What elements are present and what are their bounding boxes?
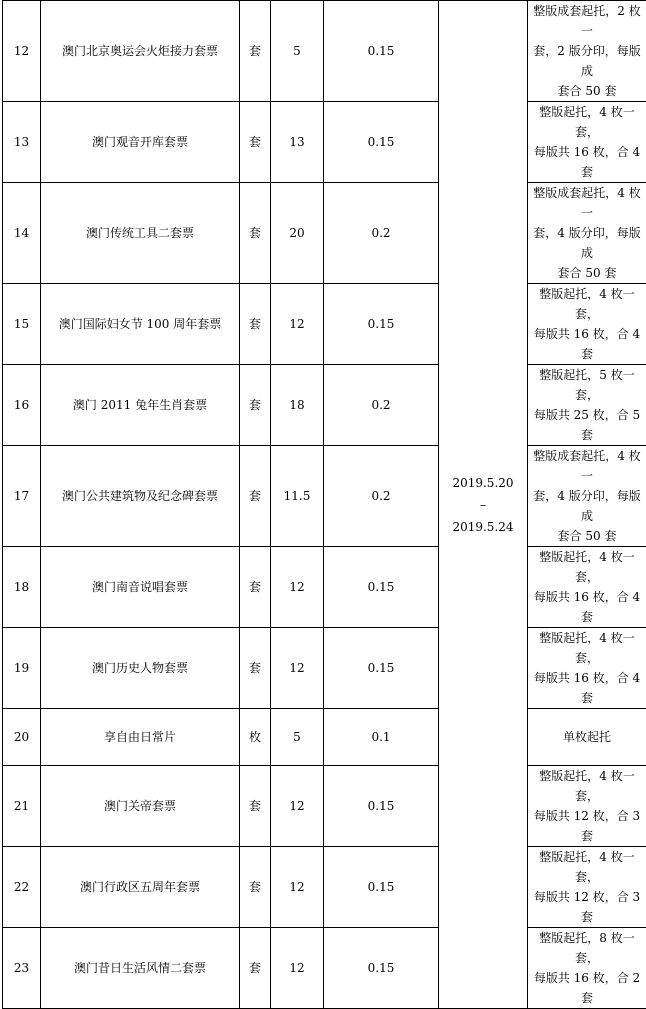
unit: 套 bbox=[240, 847, 271, 928]
price: 20 bbox=[271, 183, 324, 284]
price: 18 bbox=[271, 365, 324, 446]
note-line: 每版共 16 枚，合 4 套 bbox=[528, 142, 646, 182]
note-line: 整版起托，4 枚一套， bbox=[528, 102, 646, 142]
unit: 套 bbox=[240, 446, 271, 547]
fee: 0.15 bbox=[324, 928, 439, 1009]
unit: 枚 bbox=[240, 709, 271, 766]
note-line: 套，4 版分印，每版成 bbox=[528, 486, 646, 526]
unit: 套 bbox=[240, 365, 271, 446]
note-line: 每版共 12 枚，合 3 套 bbox=[528, 806, 646, 846]
stamp-name: 澳门 2011 兔年生肖套票 bbox=[41, 365, 240, 446]
price: 12 bbox=[271, 628, 324, 709]
note-line: 整版起托，4 枚一套， bbox=[528, 284, 646, 324]
note-line: 每版共 25 枚，合 5 套 bbox=[528, 405, 646, 445]
date-range bbox=[439, 1, 528, 1009]
fee: 0.1 bbox=[324, 709, 439, 766]
note bbox=[528, 628, 646, 709]
note-line: 每版共 16 枚，合 2 套 bbox=[528, 968, 646, 1008]
table-row bbox=[3, 847, 646, 928]
unit: 套 bbox=[240, 766, 271, 847]
date-range-dash: – bbox=[439, 494, 527, 516]
note-line: 每版共 16 枚，合 4 套 bbox=[528, 587, 646, 627]
unit: 套 bbox=[240, 183, 271, 284]
stamp-name: 享自由日常片 bbox=[41, 709, 240, 766]
row-number: 21 bbox=[3, 766, 41, 847]
price: 12 bbox=[271, 766, 324, 847]
row-number: 17 bbox=[3, 446, 41, 547]
unit: 套 bbox=[240, 928, 271, 1009]
table-row bbox=[3, 183, 646, 284]
stamp-name: 澳门南音说唱套票 bbox=[41, 547, 240, 628]
unit: 套 bbox=[240, 547, 271, 628]
row-number: 13 bbox=[3, 102, 41, 183]
price: 12 bbox=[271, 284, 324, 365]
stamp-name: 澳门国际妇女节 100 周年套票 bbox=[41, 284, 240, 365]
note bbox=[528, 183, 646, 284]
note bbox=[528, 1, 646, 102]
table-row bbox=[3, 1, 646, 102]
price: 12 bbox=[271, 928, 324, 1009]
table-row bbox=[3, 766, 646, 847]
stamp-name: 澳门观音开库套票 bbox=[41, 102, 240, 183]
unit: 套 bbox=[240, 102, 271, 183]
table-row bbox=[3, 365, 646, 446]
unit: 套 bbox=[240, 284, 271, 365]
date-range-start: 2019.5.20 bbox=[439, 472, 527, 494]
row-number: 20 bbox=[3, 709, 41, 766]
note bbox=[528, 284, 646, 365]
note-line: 套，2 版分印，每版成 bbox=[528, 41, 646, 81]
note-line: 整版起托，4 枚一套， bbox=[528, 547, 646, 587]
note bbox=[528, 928, 646, 1009]
stamp-name: 澳门公共建筑物及纪念碑套票 bbox=[41, 446, 240, 547]
table-row bbox=[3, 446, 646, 547]
stamp-listing-table bbox=[2, 0, 646, 1009]
note-line: 每版共 16 枚，合 4 套 bbox=[528, 324, 646, 364]
fee: 0.15 bbox=[324, 1, 439, 102]
date-range-end: 2019.5.24 bbox=[439, 516, 527, 538]
note-line: 套，4 版分印，每版成 bbox=[528, 223, 646, 263]
price: 5 bbox=[271, 1, 324, 102]
stamp-name: 澳门传统工具二套票 bbox=[41, 183, 240, 284]
row-number: 16 bbox=[3, 365, 41, 446]
note bbox=[528, 709, 646, 766]
table-row bbox=[3, 709, 646, 766]
note-line: 整版起托，4 枚一套， bbox=[528, 628, 646, 668]
note bbox=[528, 847, 646, 928]
row-number: 18 bbox=[3, 547, 41, 628]
row-number: 22 bbox=[3, 847, 41, 928]
stamp-name: 澳门行政区五周年套票 bbox=[41, 847, 240, 928]
note-line: 套合 50 套 bbox=[528, 81, 646, 101]
table-body bbox=[3, 1, 646, 1009]
stamp-name: 澳门关帝套票 bbox=[41, 766, 240, 847]
unit: 套 bbox=[240, 1, 271, 102]
fee: 0.2 bbox=[324, 183, 439, 284]
note-line: 整版起托，8 枚一套， bbox=[528, 928, 646, 968]
table-row bbox=[3, 547, 646, 628]
fee: 0.15 bbox=[324, 102, 439, 183]
table-row bbox=[3, 102, 646, 183]
note-line: 整版起托，4 枚一套， bbox=[528, 766, 646, 806]
note-line: 整版成套起托，4 枚一 bbox=[528, 183, 646, 223]
fee: 0.15 bbox=[324, 547, 439, 628]
stamp-name: 澳门昔日生活风情二套票 bbox=[41, 928, 240, 1009]
note-line: 整版成套起托，4 枚一 bbox=[528, 446, 646, 486]
unit: 套 bbox=[240, 628, 271, 709]
note-line: 整版起托，4 枚一套， bbox=[528, 847, 646, 887]
price: 12 bbox=[271, 847, 324, 928]
fee: 0.15 bbox=[324, 284, 439, 365]
note-line: 整版成套起托，2 枚一 bbox=[528, 1, 646, 41]
table-row bbox=[3, 928, 646, 1009]
stamp-name: 澳门北京奥运会火炬接力套票 bbox=[41, 1, 240, 102]
note bbox=[528, 547, 646, 628]
price: 12 bbox=[271, 547, 324, 628]
note-line: 套合 50 套 bbox=[528, 526, 646, 546]
note-line: 整版起托，5 枚一套， bbox=[528, 365, 646, 405]
note bbox=[528, 446, 646, 547]
fee: 0.2 bbox=[324, 365, 439, 446]
row-number: 12 bbox=[3, 1, 41, 102]
row-number: 19 bbox=[3, 628, 41, 709]
fee: 0.15 bbox=[324, 847, 439, 928]
row-number: 15 bbox=[3, 284, 41, 365]
note bbox=[528, 102, 646, 183]
note-line: 每版共 16 枚，合 4 套 bbox=[528, 668, 646, 708]
stamp-name: 澳门历史人物套票 bbox=[41, 628, 240, 709]
fee: 0.2 bbox=[324, 446, 439, 547]
price: 13 bbox=[271, 102, 324, 183]
note-line: 单枚起托 bbox=[528, 727, 646, 747]
table-row bbox=[3, 284, 646, 365]
note bbox=[528, 365, 646, 446]
row-number: 14 bbox=[3, 183, 41, 284]
note-line: 每版共 12 枚，合 3 套 bbox=[528, 887, 646, 927]
note bbox=[528, 766, 646, 847]
table-row bbox=[3, 628, 646, 709]
price: 5 bbox=[271, 709, 324, 766]
price: 11.5 bbox=[271, 446, 324, 547]
note-line: 套合 50 套 bbox=[528, 263, 646, 283]
fee: 0.15 bbox=[324, 628, 439, 709]
row-number: 23 bbox=[3, 928, 41, 1009]
fee: 0.15 bbox=[324, 766, 439, 847]
